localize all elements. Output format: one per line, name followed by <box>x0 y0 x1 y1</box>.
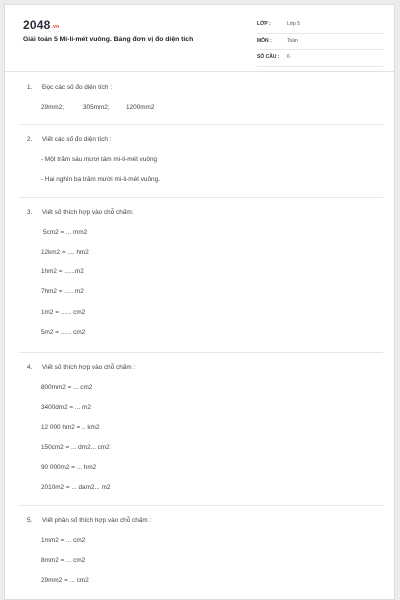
question-number: 4. <box>27 364 33 371</box>
document-title: Giải toán 5 Mi-li-mét vuông. Bảng đơn vị đo diện tích <box>23 36 194 43</box>
answer-line: 5m2 = ...... cm2 <box>41 329 86 336</box>
question-number: 1. <box>27 84 33 91</box>
answer-line: 1hm2 = ......m2 <box>41 268 84 275</box>
meta-value: Lớp 5 <box>287 21 301 27</box>
meta-row-question-count <box>257 50 383 67</box>
answer-line: 8mm2 = ... cm2 <box>41 557 86 564</box>
question-number: 2. <box>27 136 33 143</box>
meta-value: 6 <box>287 54 290 60</box>
answer-line: 1200mm2 <box>126 104 155 111</box>
logo-tld: .vn <box>51 24 60 30</box>
meta-key: SỐ CÂU : <box>257 54 280 60</box>
logo-text: 2048 <box>23 18 51 32</box>
question-prompt: Viết phân số thích hợp vào chỗ chấm : <box>42 517 152 524</box>
question-prompt: Viết số thích hợp vào chỗ chấm : <box>42 364 136 371</box>
worksheet-page <box>4 4 395 600</box>
answer-line: 7hm2 = ..... m2 <box>41 288 84 295</box>
meta-row-class <box>257 17 383 34</box>
meta-key: MÔN : <box>257 37 272 44</box>
answer-line: 5cm2 = ... mm2 <box>43 229 88 236</box>
worksheet-header <box>5 5 394 72</box>
answer-line: 90 000m2 = ... hm2 <box>41 464 97 471</box>
site-logo[interactable] <box>23 18 59 32</box>
answer-line: - Một trăm sáu mươi tám mi-li-mét vuông <box>41 156 158 163</box>
answer-line: 12 000 hm2 = .. km2 <box>41 424 100 431</box>
question-prompt: Viết số thích hợp vào chỗ chấm: <box>42 209 134 216</box>
question-divider <box>19 197 383 198</box>
question-number: 5. <box>27 517 33 524</box>
question-divider <box>19 124 383 125</box>
answer-line: 305mm2; <box>83 104 110 111</box>
answer-line: - Hai nghìn ba trăm mười mi-li-mét vuông. <box>41 176 160 183</box>
meta-table <box>257 17 383 67</box>
question-divider <box>19 505 383 506</box>
question-prompt: Đọc các số đo diện tích : <box>42 84 112 91</box>
answer-line: 29mm2 = ... cm2 <box>41 577 89 584</box>
answer-line: 1m2 = ...... cm2 <box>41 309 86 316</box>
meta-value: Toán <box>287 37 298 44</box>
answer-line: 29mm2; <box>41 104 65 111</box>
question-number: 3. <box>27 209 33 216</box>
answer-line: 3400dm2 = ... m2 <box>41 404 91 411</box>
answer-line: 2010m2 = ... dam2... m2 <box>41 484 111 491</box>
meta-key: LỚP : <box>257 21 271 27</box>
question-divider <box>19 352 383 353</box>
answer-line: 12km2 = .... hm2 <box>41 249 89 256</box>
answer-line: 150cm2 = ... dm2... cm2 <box>41 444 110 451</box>
question-prompt: Viết các số đo diện tích : <box>42 136 112 143</box>
answer-line: 1mm2 = ... cm2 <box>41 537 86 544</box>
answer-line: 800mm2 = ... cm2 <box>41 384 93 391</box>
meta-row-subject <box>257 34 383 51</box>
